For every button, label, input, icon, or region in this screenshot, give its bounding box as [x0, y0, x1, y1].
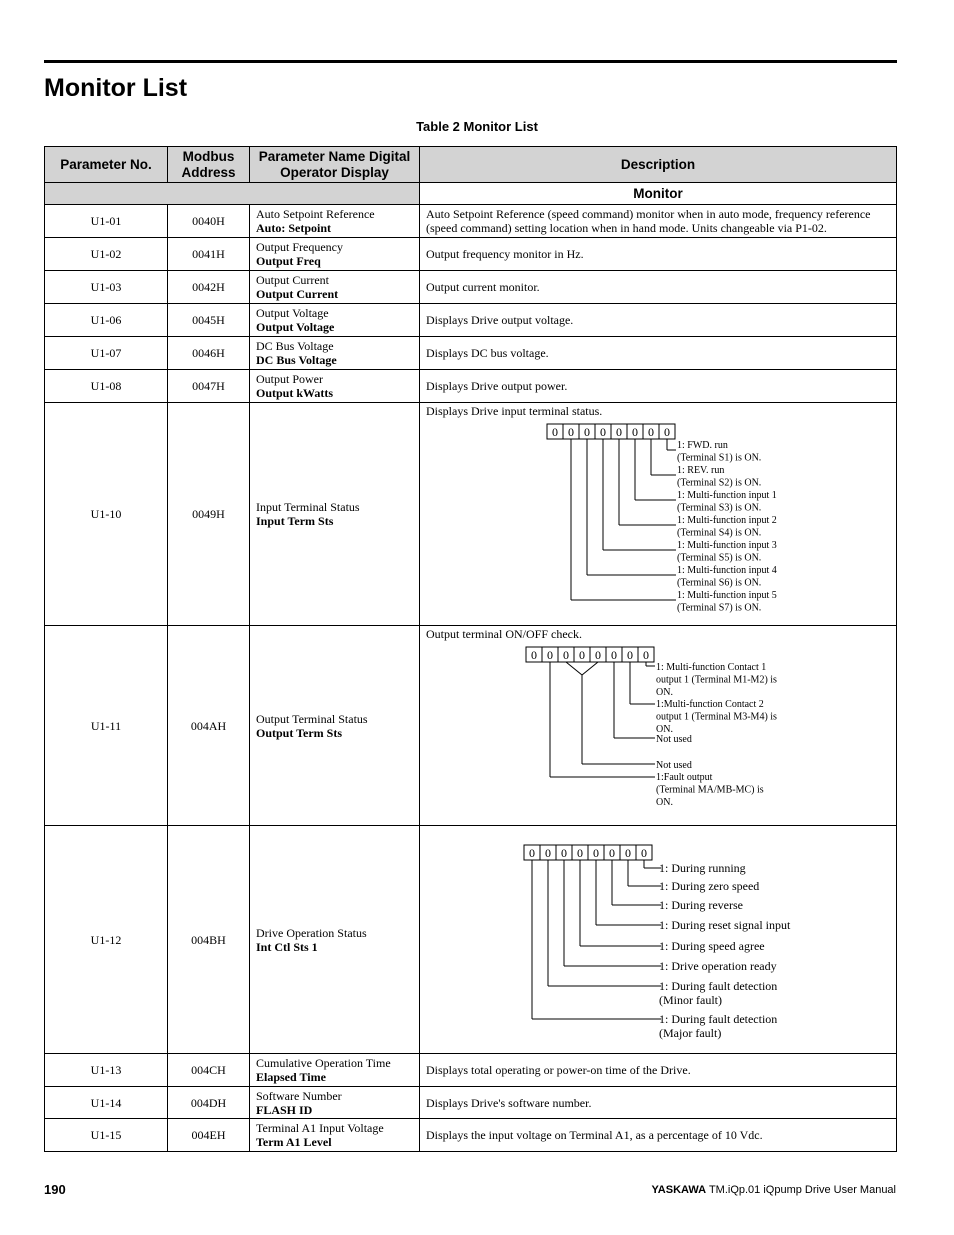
bit-value: 0: [641, 846, 647, 860]
bit-label: ON.: [656, 687, 673, 698]
page-number: 190: [44, 1182, 66, 1197]
bit-value: 0: [563, 648, 569, 662]
name-cell: Cumulative Operation Time Elapsed Time: [250, 1054, 420, 1087]
bit-label: 1: During speed agree: [659, 939, 765, 953]
bit-value: 0: [531, 648, 537, 662]
bit-label: 1: During reset signal input: [659, 918, 791, 932]
connector-line: [582, 662, 598, 675]
bit-value: 0: [611, 648, 617, 662]
top-rule: [44, 60, 897, 63]
bit-label: (Minor fault): [659, 993, 722, 1007]
operation-status-diagram: [426, 827, 886, 1049]
name-cell: Auto Setpoint Reference Auto: Setpoint: [250, 205, 420, 238]
table-header-row: [45, 147, 897, 183]
bit-label: (Terminal MA/MB-MC) is: [656, 784, 764, 796]
bit-label: ON.: [656, 724, 673, 735]
bit-label: (Terminal S1) is ON.: [677, 452, 762, 464]
name-cell: Terminal A1 Input Voltage Term A1 Level: [250, 1119, 420, 1152]
param-cell: U1-03: [45, 271, 168, 304]
table-row: [45, 403, 897, 626]
header-desc: Description: [420, 147, 897, 183]
desc-cell: [420, 403, 897, 626]
bit-value: 0: [552, 425, 558, 439]
table-row: [45, 271, 897, 304]
table-row: [45, 304, 897, 337]
desc-cell: Displays the input voltage on Terminal A1, as a percentage of 10 Vdc.: [420, 1119, 897, 1152]
name-cell: Output Current Output Current: [250, 271, 420, 304]
bit-value: 0: [664, 425, 670, 439]
bit-label: output 1 (Terminal M1-M2) is: [656, 674, 777, 686]
table-row: [45, 1087, 897, 1119]
desc-cell: Displays Drive's software number.: [420, 1087, 897, 1119]
footer-text: [651, 1184, 896, 1196]
name-cell: Software Number FLASH ID: [250, 1087, 420, 1119]
name-cell: Output Power Output kWatts: [250, 370, 420, 403]
desc-cell: [420, 626, 897, 826]
bit-label: 1: Multi-function input 1: [677, 490, 777, 501]
bit-value: 0: [627, 648, 633, 662]
bit-label: (Terminal S7) is ON.: [677, 602, 762, 614]
input-terminal-diagram: [426, 418, 886, 618]
bit-label: 1: During fault detection: [659, 1012, 778, 1026]
addr-cell: 004EH: [168, 1119, 250, 1152]
bit-value: 0: [579, 648, 585, 662]
param-cell: U1-06: [45, 304, 168, 337]
monitor-table: [44, 146, 897, 1152]
table-row: [45, 626, 897, 826]
bit-value: 0: [609, 846, 615, 860]
footer-brand: YASKAWA: [651, 1184, 707, 1196]
desc-cell: [420, 826, 897, 1054]
bit-label: (Terminal S3) is ON.: [677, 502, 762, 514]
addr-cell: 0045H: [168, 304, 250, 337]
desc-cell: Output current monitor.: [420, 271, 897, 304]
param-cell: U1-01: [45, 205, 168, 238]
section-blank: [45, 183, 420, 205]
bit-label: 1: During running: [659, 861, 746, 875]
bit-value: 0: [593, 846, 599, 860]
bit-label: Not used: [656, 760, 692, 771]
section-monitor: Monitor: [420, 183, 897, 205]
table-row: [45, 1054, 897, 1087]
desc-cell: Displays DC bus voltage.: [420, 337, 897, 370]
addr-cell: 0040H: [168, 205, 250, 238]
desc-cell: Displays Drive output power.: [420, 370, 897, 403]
table-row: [45, 370, 897, 403]
bit-value: 0: [616, 425, 622, 439]
bit-value: 0: [648, 425, 654, 439]
bit-label: 1: During zero speed: [659, 879, 760, 893]
name-cell: Drive Operation Status Int Ctl Sts 1: [250, 826, 420, 1054]
desc-cell: Displays total operating or power-on time of the Drive.: [420, 1054, 897, 1087]
desc-cell: Auto Setpoint Reference (speed command) monitor when in auto mode, frequency reference (speed command) setting location when in hand mode. Units changeable via P1-02.: [420, 205, 897, 238]
param-cell: U1-02: [45, 238, 168, 271]
bit-value: 0: [600, 425, 606, 439]
addr-cell: 0042H: [168, 271, 250, 304]
table-row: [45, 238, 897, 271]
table-caption: Table 2 Monitor List: [416, 119, 538, 134]
bit-label: 1: During reverse: [659, 898, 743, 912]
bit-label: 1: FWD. run: [677, 440, 728, 451]
name-cell: Output Frequency Output Freq: [250, 238, 420, 271]
bit-label: (Terminal S4) is ON.: [677, 527, 762, 539]
param-cell: U1-07: [45, 337, 168, 370]
name-cell: Output Terminal Status Output Term Sts: [250, 626, 420, 826]
bit-label: 1:Multi-function Contact 2: [656, 699, 764, 710]
bit-value: 0: [545, 846, 551, 860]
name-cell: Input Terminal Status Input Term Sts: [250, 403, 420, 626]
addr-cell: 004DH: [168, 1087, 250, 1119]
desc-text: Displays Drive input terminal status.: [426, 404, 603, 418]
addr-cell: 004BH: [168, 826, 250, 1054]
bit-label: 1: Multi-function input 3: [677, 540, 777, 551]
param-cell: U1-08: [45, 370, 168, 403]
header-name: Parameter Name Digital Operator Display: [250, 147, 420, 183]
addr-cell: 0049H: [168, 403, 250, 626]
output-terminal-diagram: [426, 641, 886, 821]
name-cell: DC Bus Voltage DC Bus Voltage: [250, 337, 420, 370]
bit-value: 0: [643, 648, 649, 662]
table-row: [45, 337, 897, 370]
bit-label: 1: Multi-function input 2: [677, 515, 777, 526]
bit-label: (Major fault): [659, 1026, 722, 1040]
bit-value: 0: [625, 846, 631, 860]
name-cell: Output Voltage Output Voltage: [250, 304, 420, 337]
param-cell: U1-13: [45, 1054, 168, 1087]
bit-value: 0: [547, 648, 553, 662]
addr-cell: 004AH: [168, 626, 250, 826]
param-cell: U1-11: [45, 626, 168, 826]
addr-cell: 0047H: [168, 370, 250, 403]
bit-value: 0: [568, 425, 574, 439]
bit-value: 0: [584, 425, 590, 439]
param-cell: U1-14: [45, 1087, 168, 1119]
bit-label: (Terminal S6) is ON.: [677, 577, 762, 589]
footer-manual: TM.iQp.01 iQpump Drive User Manual: [708, 1184, 896, 1196]
bit-value: 0: [595, 648, 601, 662]
desc-text: Output terminal ON/OFF check.: [426, 627, 582, 641]
bit-label: 1: Multi-function input 5: [677, 590, 777, 601]
bit-label: 1: Multi-function input 4: [677, 565, 777, 576]
addr-cell: 0046H: [168, 337, 250, 370]
param-cell: U1-12: [45, 826, 168, 1054]
bit-label: 1: Drive operation ready: [659, 959, 777, 973]
connector-line: [566, 662, 582, 675]
desc-cell: Displays Drive output voltage.: [420, 304, 897, 337]
bit-label: ON.: [656, 797, 673, 808]
bit-label: 1: During fault detection: [659, 979, 778, 993]
table-row: [45, 1119, 897, 1152]
section-row: [45, 183, 897, 205]
addr-cell: 0041H: [168, 238, 250, 271]
bit-value: 0: [632, 425, 638, 439]
bit-label: Not used: [656, 734, 692, 745]
bit-value: 0: [577, 846, 583, 860]
param-cell: U1-15: [45, 1119, 168, 1152]
table-row: [45, 826, 897, 1054]
table-row: [45, 205, 897, 238]
bit-label: output 1 (Terminal M3-M4) is: [656, 711, 777, 723]
addr-cell: 004CH: [168, 1054, 250, 1087]
bit-label: (Terminal S5) is ON.: [677, 552, 762, 564]
desc-cell: Output frequency monitor in Hz.: [420, 238, 897, 271]
bit-label: 1: REV. run: [677, 465, 725, 476]
header-param: Parameter No.: [45, 147, 168, 183]
param-cell: U1-10: [45, 403, 168, 626]
bit-label: (Terminal S2) is ON.: [677, 477, 762, 489]
bit-value: 0: [561, 846, 567, 860]
header-modbus: Modbus Address: [168, 147, 250, 183]
bit-value: 0: [529, 846, 535, 860]
bit-label: 1:Fault output: [656, 772, 713, 783]
page-title: Monitor List: [44, 74, 188, 102]
bit-label: 1: Multi-function Contact 1: [656, 662, 767, 673]
